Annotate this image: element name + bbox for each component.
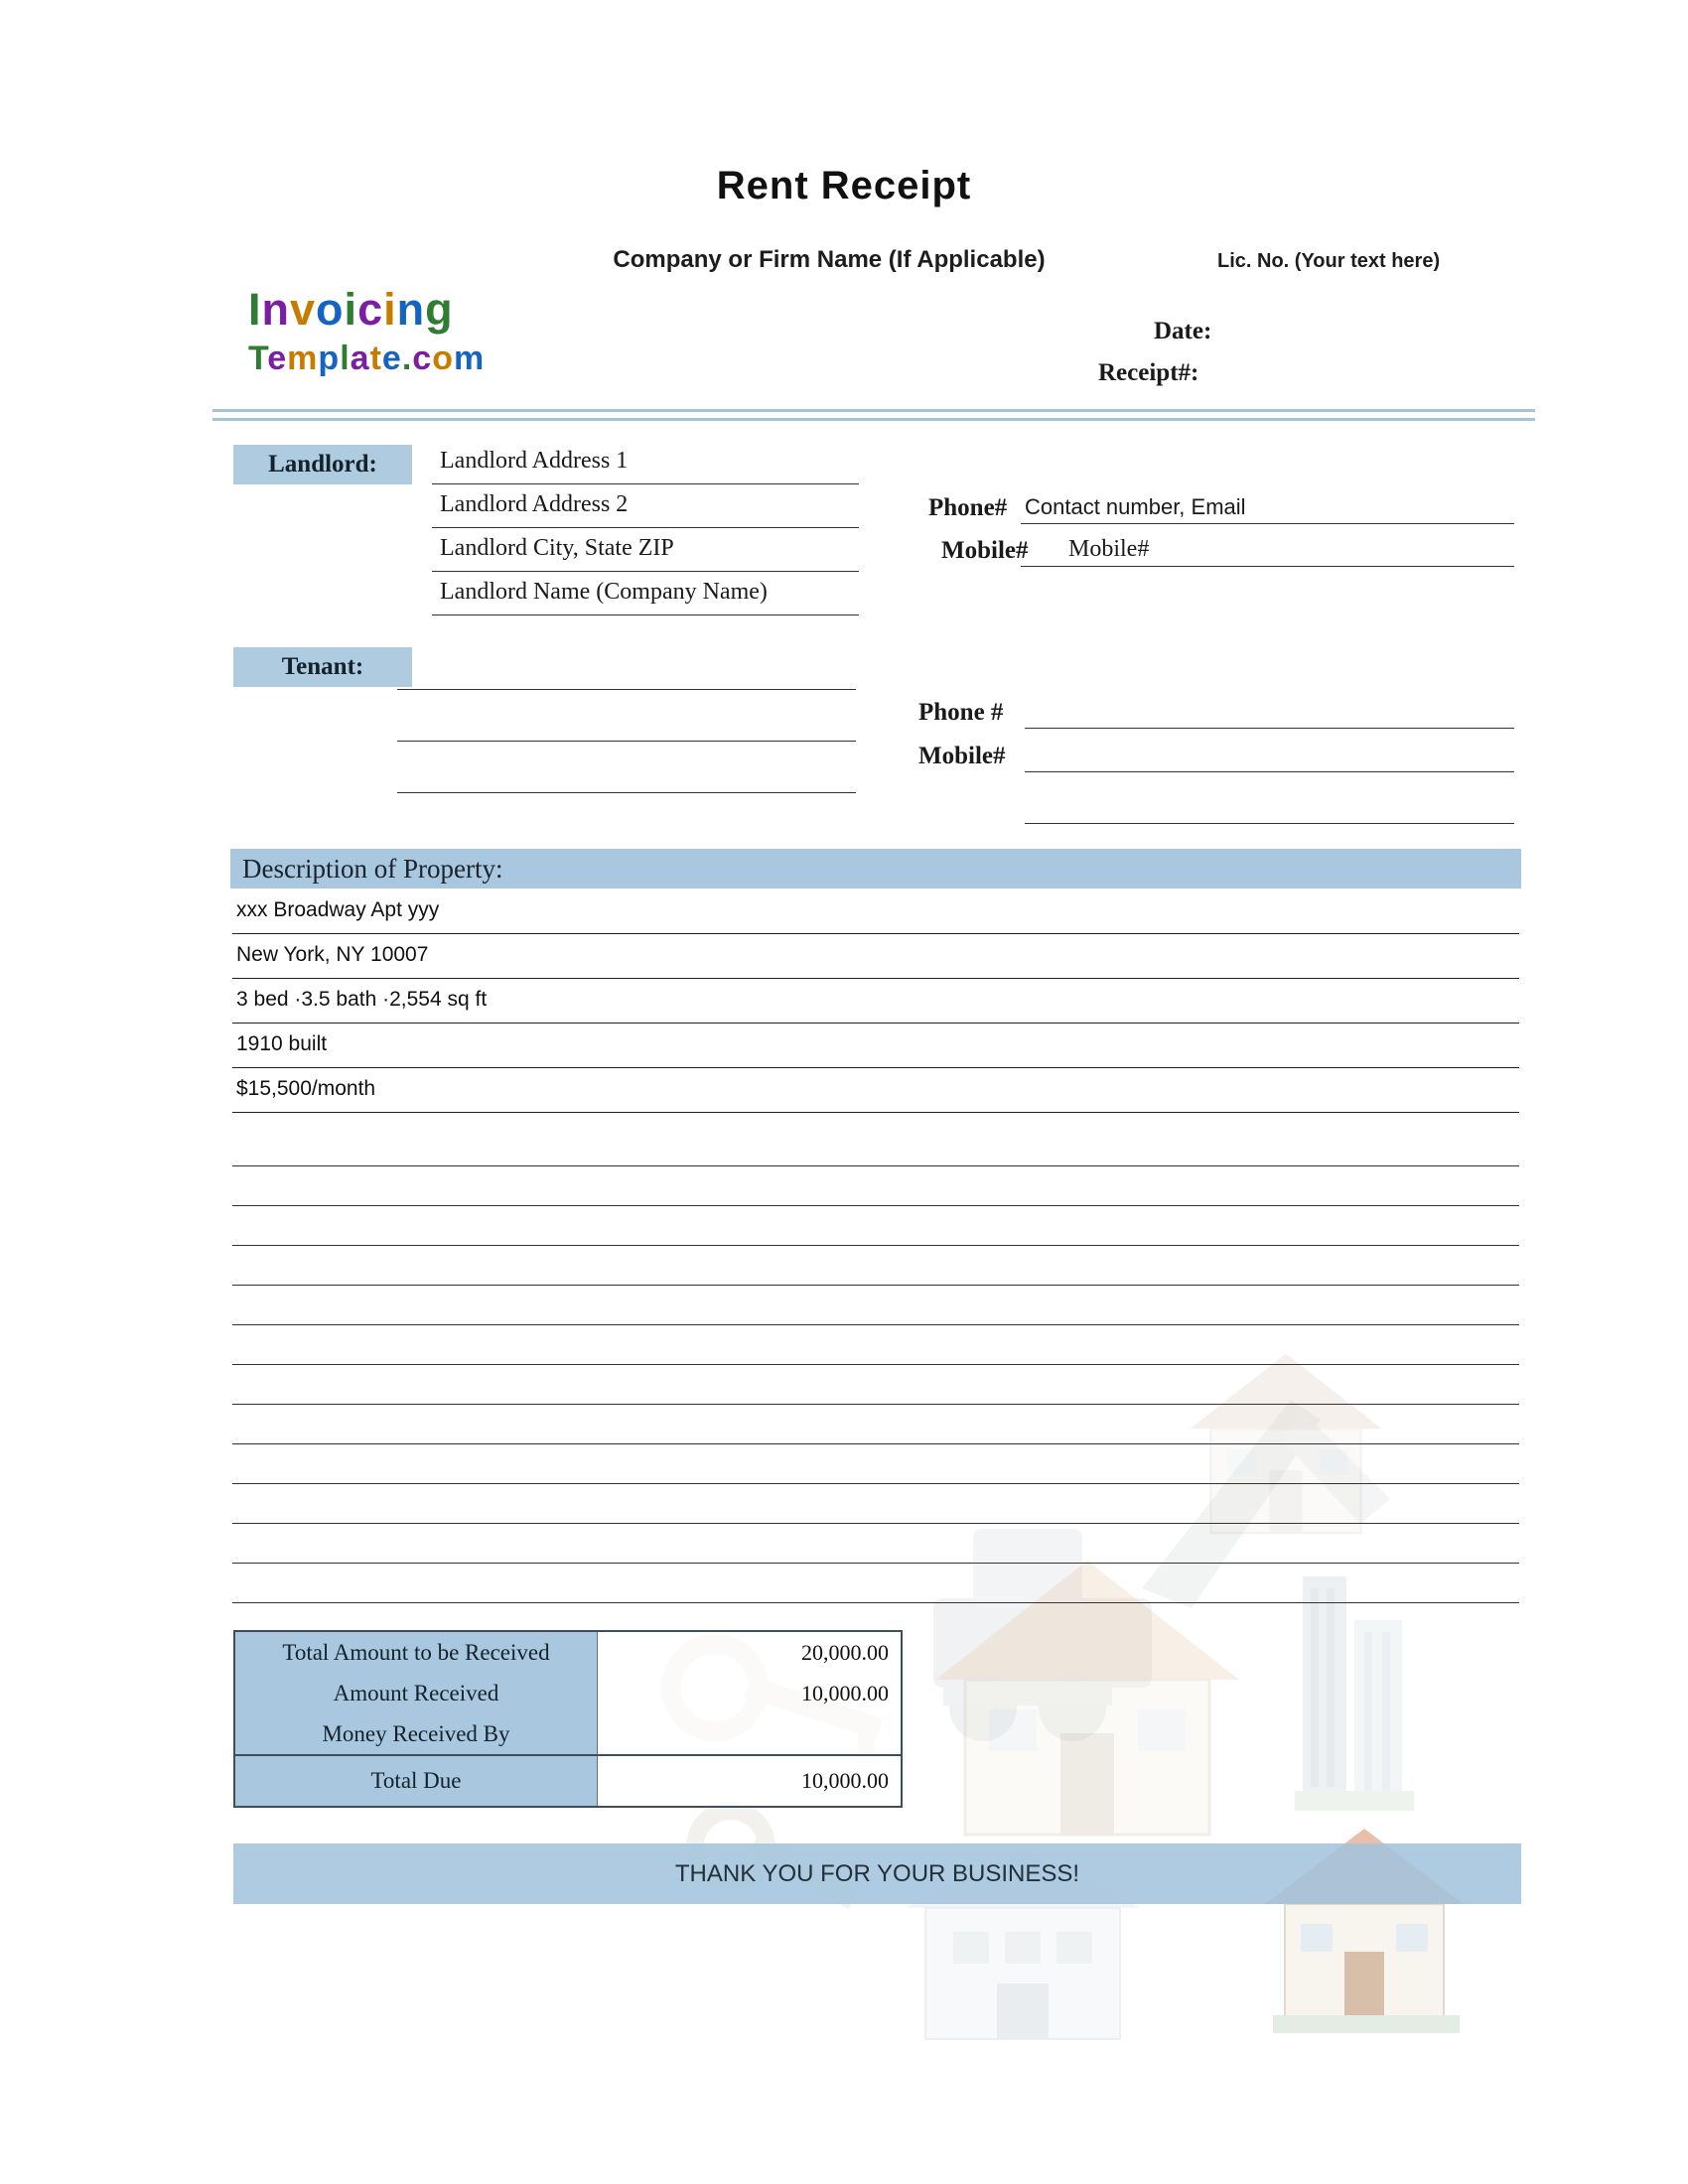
landlord-address2-field[interactable]: Landlord Address 2 (432, 484, 859, 528)
summary-value-blank[interactable] (598, 1713, 901, 1754)
property-line-blank[interactable] (232, 1484, 1519, 1524)
summary-value: 10,000.00 (801, 1681, 889, 1706)
company-name: Company or Firm Name (If Applicable) (613, 246, 1046, 273)
summary-row-amount-received (235, 1673, 901, 1713)
property-line[interactable]: 1910 built (232, 1024, 1519, 1068)
property-section-header: Description of Property: (230, 849, 1521, 888)
landlord-city-state-zip-field[interactable]: Landlord City, State ZIP (432, 528, 859, 572)
tenant-extra-field[interactable] (1025, 789, 1514, 824)
property-line-blank[interactable] (232, 1325, 1519, 1365)
landlord-fields (432, 441, 859, 615)
property-blank-lines (232, 1127, 1519, 1603)
property-line[interactable]: New York, NY 10007 (232, 934, 1519, 979)
tenant-mobile-field[interactable] (1025, 738, 1514, 772)
property-line[interactable]: 3 bed ·3.5 bath ·2,554 sq ft (232, 979, 1519, 1024)
logo-template-com-text: Template.com (248, 340, 486, 377)
summary-label: Money Received By (235, 1713, 598, 1754)
tenant-mobile-label: Mobile# (918, 743, 1006, 769)
property-line-blank[interactable] (232, 1564, 1519, 1603)
property-line-blank[interactable] (232, 1127, 1519, 1166)
logo (248, 286, 485, 378)
property-line-blank[interactable] (232, 1246, 1519, 1286)
summary-row-total-to-receive (235, 1632, 901, 1673)
landlord-mobile-field[interactable]: Mobile# (1021, 532, 1514, 567)
property-line-blank[interactable] (232, 1405, 1519, 1444)
tenant-address-field[interactable] (397, 707, 856, 742)
thank-you-banner: THANK YOU FOR YOUR BUSINESS! (233, 1843, 1521, 1904)
summary-label: Amount Received (235, 1673, 598, 1713)
property-line-blank[interactable] (232, 1365, 1519, 1405)
property-line-blank[interactable] (232, 1444, 1519, 1484)
tenant-section-label: Tenant: (233, 647, 412, 687)
summary-row-money-received-by (235, 1713, 901, 1754)
landlord-name-field[interactable]: Landlord Name (Company Name) (432, 572, 859, 615)
header-divider (212, 409, 1535, 421)
tenant-city-field[interactable] (397, 758, 856, 793)
property-description-lines (232, 889, 1519, 1603)
date-label: Date: (1154, 318, 1212, 344)
landlord-phone-label: Phone# (928, 494, 1008, 521)
landlord-section-label: Landlord: (233, 445, 412, 484)
property-line-blank[interactable] (232, 1524, 1519, 1564)
receipt-number-label: Receipt#: (1098, 359, 1199, 386)
tenant-phone-field[interactable] (1025, 694, 1514, 729)
property-line-blank[interactable] (232, 1206, 1519, 1246)
license-number: Lic. No. (Your text here) (1217, 250, 1441, 272)
logo-invoicing-text: Invoicing (248, 284, 454, 335)
summary-value: 20,000.00 (801, 1640, 889, 1665)
landlord-mobile-label: Mobile# (941, 537, 1029, 564)
summary-label: Total Due (235, 1756, 598, 1806)
property-line-blank[interactable] (232, 1166, 1519, 1206)
summary-row-total-due (235, 1754, 901, 1806)
property-line[interactable]: xxx Broadway Apt yyy (232, 889, 1519, 934)
landlord-phone-field[interactable]: Contact number, Email (1021, 489, 1514, 524)
page-title: Rent Receipt (716, 164, 972, 207)
landlord-address1-field[interactable]: Landlord Address 1 (432, 441, 859, 484)
property-line-blank[interactable] (232, 1286, 1519, 1325)
summary-label: Total Amount to be Received (235, 1632, 598, 1673)
property-line[interactable]: $15,500/month (232, 1068, 1519, 1113)
summary-value: 10,000.00 (801, 1768, 889, 1793)
summary-table (233, 1630, 903, 1808)
tenant-name-field[interactable] (397, 655, 856, 690)
tenant-phone-label: Phone # (918, 699, 1004, 726)
